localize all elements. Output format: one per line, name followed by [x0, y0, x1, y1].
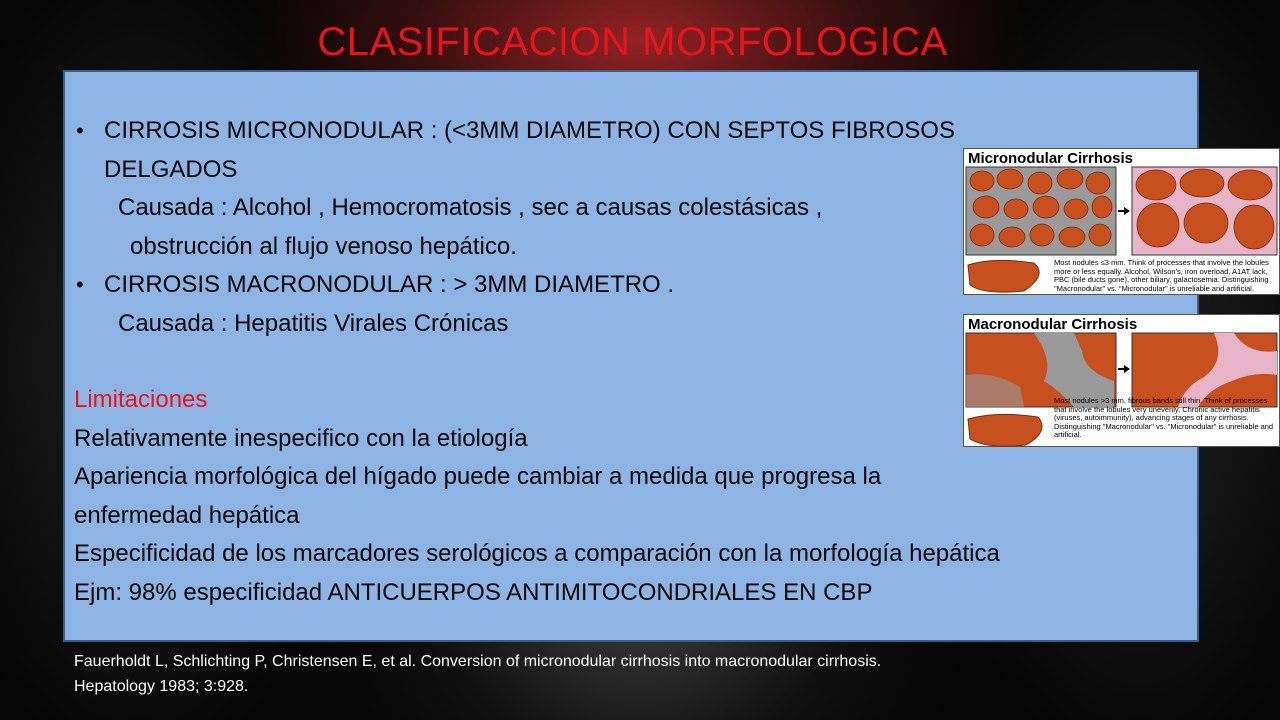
- macronodular-figure-caption: Most nodules >3 mm, fibrous bands still thin. Think of processes that involve the lobules very unevenly. Chronic active hepatitis (viruses, autoimmunity), advancing stages of any cirrhosis. Distinguishing "Macronodular" vs. "Micronodular" is unreliable and artificial.: [1054, 396, 1274, 439]
- micronodular-cause-line1: Causada : Alcohol , Hemocromatosis , sec a causas colestásicas ,: [118, 194, 823, 221]
- limitation-line: enfermedad hepática: [74, 501, 300, 529]
- citation: [74, 649, 1254, 699]
- micronodular-cause-line2: obstrucción al flujo venoso hepático.: [130, 232, 517, 260]
- micronodular-figure: [963, 148, 1280, 295]
- limitation-line: Apariencia morfológica del hígado puede cambiar a medida que progresa la: [74, 463, 882, 490]
- limitation-line: Ejm: 98% especificidad ANTICUERPOS ANTIMITOCONDRIALES EN CBP: [74, 578, 873, 606]
- limitation-line: Especificidad de los marcadores serológicos a comparación con la morfología hepática: [74, 540, 1000, 567]
- slide-title: CLASIFICACION MORFOLOGICA: [317, 20, 948, 64]
- macronodular-figure-title: Macronodular Cirrhosis: [968, 316, 1138, 333]
- bullet-micronodular-text-cont: DELGADOS: [104, 155, 238, 183]
- citation-line2: Hepatology 1983; 3:928.: [74, 678, 249, 695]
- limitation-line: Relativamente inespecifico con la etiología: [74, 424, 528, 452]
- macronodular-figure: [963, 314, 1280, 447]
- bullet-macronodular-text: CIRROSIS MACRONODULAR : > 3MM DIAMETRO .: [104, 271, 675, 298]
- micronodular-figure-caption: Most nodules ≤3 mm. Think of processes that involve the lobules more or less equally. Alcohol, Wilson's, iron overload, A1AT lack, PBC (bile ducts gone), other biliary, galactosemia. Distinguishing "Macronodular" vs. "Micronodular" is unreliable and artificial.: [1054, 258, 1269, 293]
- bullet-micronodular-text: CIRROSIS MICRONODULAR : (<3MM DIAMETRO) CON SEPTOS FIBROSOS: [104, 117, 955, 144]
- citation-line1: Fauerholdt L, Schlichting P, Christensen E, et al. Conversion of micronodular cirrhosis into macronodular cirrhosis.: [74, 653, 882, 670]
- limitations-heading: Limitaciones: [74, 386, 208, 413]
- micronodular-figure-title: Micronodular Cirrhosis: [968, 150, 1134, 167]
- macronodular-cause-line1: Causada : Hepatitis Virales Crónicas: [118, 309, 509, 337]
